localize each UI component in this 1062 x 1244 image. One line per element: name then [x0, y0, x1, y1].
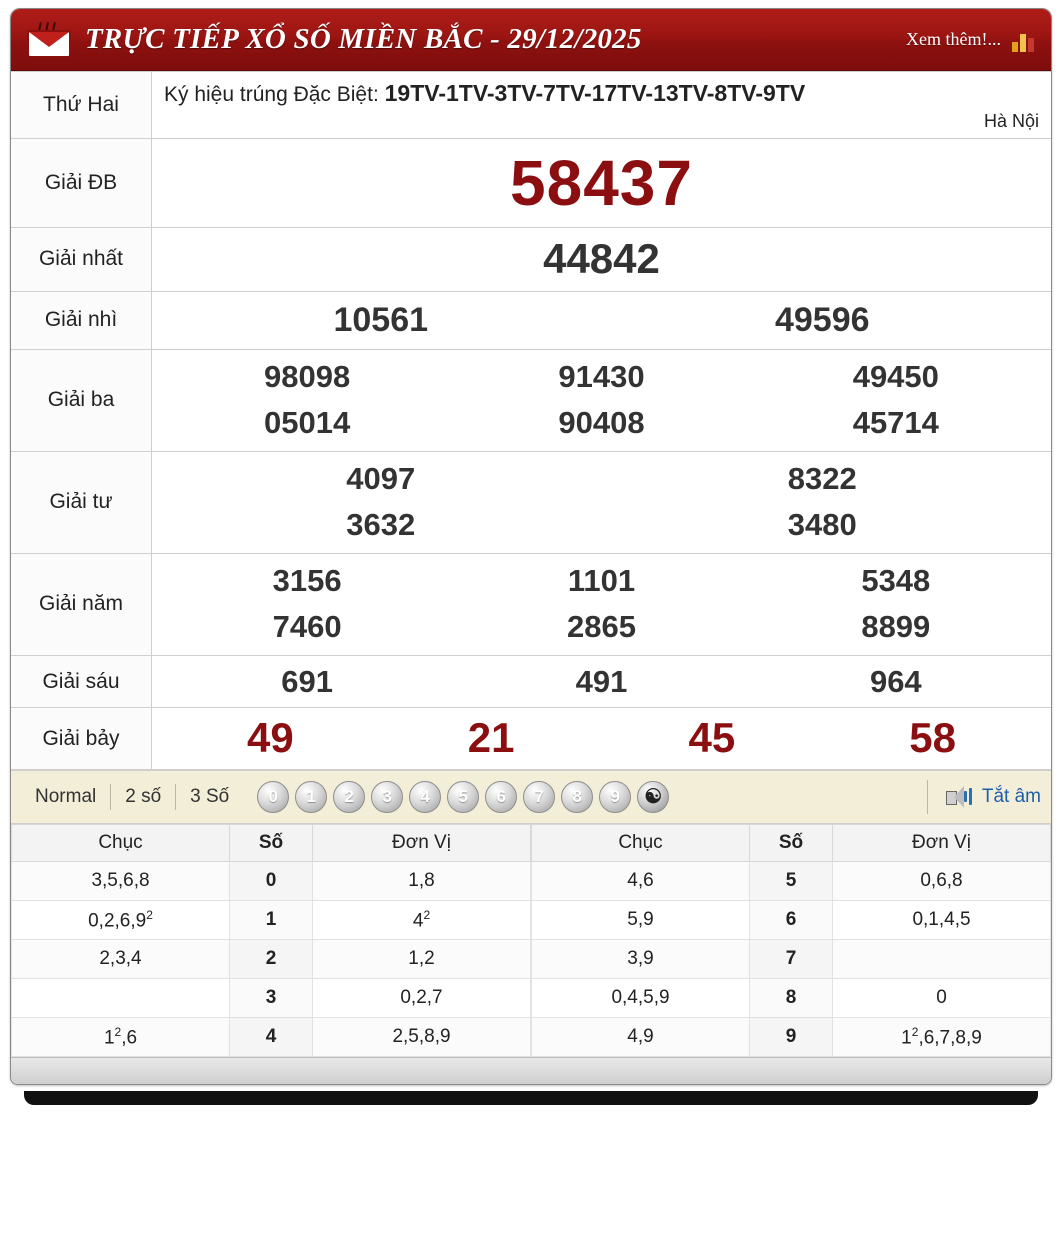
num-cell: 0 [230, 861, 313, 900]
filter-toolbar [11, 770, 1051, 824]
prize-values-db [152, 139, 1052, 228]
num-cell: 4 [230, 1018, 313, 1057]
table-row [12, 1018, 531, 1057]
table-row [11, 451, 1051, 553]
head-tail-stats [11, 824, 1051, 1058]
mail-icon [25, 22, 73, 58]
prize-number: 7460 [272, 609, 342, 645]
table-row [12, 940, 531, 979]
special-code-value: 19TV-1TV-3TV-7TV-17TV-13TV-8TV-9TV [384, 80, 806, 106]
prize-number: 91430 [558, 358, 645, 394]
prize-number: 45714 [852, 405, 939, 441]
table-row [532, 901, 1051, 940]
units-cell: 0 [833, 979, 1051, 1018]
prize-number: 8322 [787, 460, 857, 496]
tens-value: 1 [103, 1027, 115, 1049]
mode-option-normal[interactable]: Normal [21, 784, 111, 810]
results-table [11, 71, 1051, 770]
prize-number: 45 [688, 714, 736, 762]
prize-number: 21 [467, 714, 515, 762]
prize-values-nam [152, 553, 1052, 655]
table-row [11, 291, 1051, 349]
col-header-tens: Chục [532, 824, 750, 861]
tens-cell: 3,9 [532, 940, 750, 979]
yin-yang-icon[interactable]: ☯ [637, 781, 669, 813]
num-cell: 3 [230, 979, 313, 1018]
num-cell: 2 [230, 940, 313, 979]
prize-values-nhat [152, 228, 1052, 292]
prize-number: 491 [575, 663, 628, 699]
prize-label-nam: Giải năm [11, 553, 152, 655]
table-row [11, 228, 1051, 292]
digit-ball-4[interactable]: 4 [409, 781, 441, 813]
prize-values-tu [152, 451, 1052, 553]
units-sup: 2 [911, 1025, 919, 1040]
col-header-num: Số [230, 824, 313, 861]
tens-tail: ,6 [121, 1027, 138, 1049]
prize-number: 5348 [861, 562, 931, 598]
mute-label: Tắt âm [981, 785, 1041, 807]
units-cell [313, 900, 531, 939]
tens-sup: 2 [114, 1025, 122, 1040]
digit-ball-5[interactable]: 5 [447, 781, 479, 813]
units-cell: 0,1,4,5 [833, 901, 1051, 940]
digit-filter-balls [257, 781, 669, 813]
units-cell: 0,6,8 [833, 862, 1051, 901]
lottery-window [10, 8, 1052, 1085]
tens-cell [12, 979, 230, 1018]
units-cell [833, 940, 1051, 979]
table-row [11, 655, 1051, 707]
prize-number: 4097 [346, 460, 416, 496]
prize-label-sau: Giải sáu [11, 655, 152, 707]
tens-cell: 4,9 [532, 1018, 750, 1057]
special-code-label: Ký hiệu trúng Đặc Biệt: [164, 83, 379, 106]
prize-number: 964 [869, 663, 922, 699]
digit-ball-8[interactable]: 8 [561, 781, 593, 813]
prize-number: 1101 [567, 562, 636, 598]
prize-number: 3480 [787, 507, 857, 543]
prize-number: 05014 [264, 405, 351, 441]
units-cell: 0,2,7 [313, 979, 531, 1018]
mute-button[interactable] [927, 780, 1041, 814]
num-cell: 7 [750, 940, 833, 979]
col-header-units: Đơn Vị [313, 824, 531, 861]
weekday-label: Thứ Hai [11, 72, 152, 139]
prize-number: 49596 [774, 300, 870, 339]
digit-ball-6[interactable]: 6 [485, 781, 517, 813]
table-row [12, 900, 531, 939]
tens-cell [12, 900, 230, 939]
tens-cell: 5,9 [532, 901, 750, 940]
prize-number: 49450 [852, 358, 939, 394]
digit-ball-0[interactable]: 0 [257, 781, 289, 813]
table-row [12, 979, 531, 1018]
units-cell: 2,5,8,9 [313, 1018, 531, 1057]
prize-number: 10561 [333, 300, 429, 339]
prize-number: 691 [281, 663, 334, 699]
num-cell: 5 [750, 862, 833, 901]
prize-number: 58437 [510, 147, 693, 219]
mode-option-3-so[interactable]: 3 Số [190, 785, 230, 807]
prize-values-sau [152, 655, 1052, 707]
prize-values-ba [152, 349, 1052, 451]
tens-sup: 2 [146, 907, 153, 922]
col-header-tens: Chục [12, 824, 230, 861]
prize-label-db: Giải ĐB [11, 139, 152, 228]
num-cell: 9 [750, 1018, 833, 1057]
prize-number: 2865 [567, 609, 636, 645]
stats-table-right [531, 824, 1051, 1058]
mode-segmented-control [21, 784, 243, 810]
prize-number: 44842 [543, 235, 660, 282]
digit-ball-3[interactable]: 3 [371, 781, 403, 813]
col-header-units: Đơn Vị [833, 824, 1051, 861]
prize-number: 90408 [558, 405, 645, 441]
bar-chart-icon[interactable] [1011, 28, 1037, 52]
tens-cell: 4,6 [532, 862, 750, 901]
prize-label-ba: Giải ba [11, 349, 152, 451]
prize-number: 49 [247, 714, 294, 762]
tens-cell: 0,4,5,9 [532, 979, 750, 1018]
prize-values-nhi [152, 291, 1052, 349]
stats-table-left [11, 824, 531, 1058]
table-row [532, 979, 1051, 1018]
title-bar-right [906, 28, 1037, 52]
prize-number: 3632 [346, 507, 416, 543]
prize-label-nhi: Giải nhì [11, 291, 152, 349]
table-row [11, 708, 1051, 770]
window-footer [11, 1057, 1051, 1084]
tens-cell: 3,5,6,8 [12, 861, 230, 900]
table-row [11, 139, 1051, 228]
prize-number: 98098 [264, 358, 351, 394]
num-cell: 6 [750, 901, 833, 940]
units-sup: 2 [423, 907, 431, 922]
mode-option-2-so[interactable]: 2 số [111, 784, 176, 810]
units-value: 4 [412, 910, 424, 932]
table-row [12, 861, 531, 900]
col-header-num: Số [750, 824, 833, 861]
prize-label-bay: Giải bảy [11, 708, 152, 770]
table-row [11, 553, 1051, 655]
prize-number: 8899 [861, 609, 931, 645]
tens-cell [12, 1018, 230, 1057]
digit-ball-2[interactable]: 2 [333, 781, 365, 813]
prize-number: 3156 [272, 562, 342, 598]
prize-label-tu: Giải tư [11, 451, 152, 553]
digit-ball-9[interactable]: 9 [599, 781, 631, 813]
table-row [532, 1018, 1051, 1057]
title-bar [11, 9, 1051, 71]
table-row [532, 862, 1051, 901]
speaker-icon [944, 785, 974, 809]
units-value: 1 [901, 1027, 912, 1049]
prize-number: 58 [909, 714, 956, 762]
table-header-row [532, 824, 1051, 861]
page-title: TRỰC TIẾP XỔ SỐ MIỀN BẮC - 29/12/2025 [85, 23, 642, 55]
num-cell: 8 [750, 979, 833, 1018]
special-code-cell [152, 72, 1052, 139]
prize-values-bay [152, 708, 1052, 770]
num-cell: 1 [230, 900, 313, 939]
units-cell: 1,8 [313, 861, 531, 900]
prize-label-nhat: Giải nhất [11, 228, 152, 292]
table-row [532, 940, 1051, 979]
units-tail: ,6,7,8,9 [918, 1027, 982, 1049]
province-label: Hà Nội [983, 111, 1039, 131]
tens-cell: 2,3,4 [12, 940, 230, 979]
table-row [11, 349, 1051, 451]
table-header-row [12, 824, 531, 861]
table-row [11, 72, 1051, 139]
units-cell: 1,2 [313, 940, 531, 979]
digit-ball-1[interactable]: 1 [295, 781, 327, 813]
tens-value: 0,2,6,9 [88, 910, 147, 932]
digit-ball-7[interactable]: 7 [523, 781, 555, 813]
units-cell [833, 1018, 1051, 1057]
see-more-link[interactable]: Xem thêm!... [906, 29, 1001, 49]
device-bottom-bar [24, 1091, 1038, 1105]
